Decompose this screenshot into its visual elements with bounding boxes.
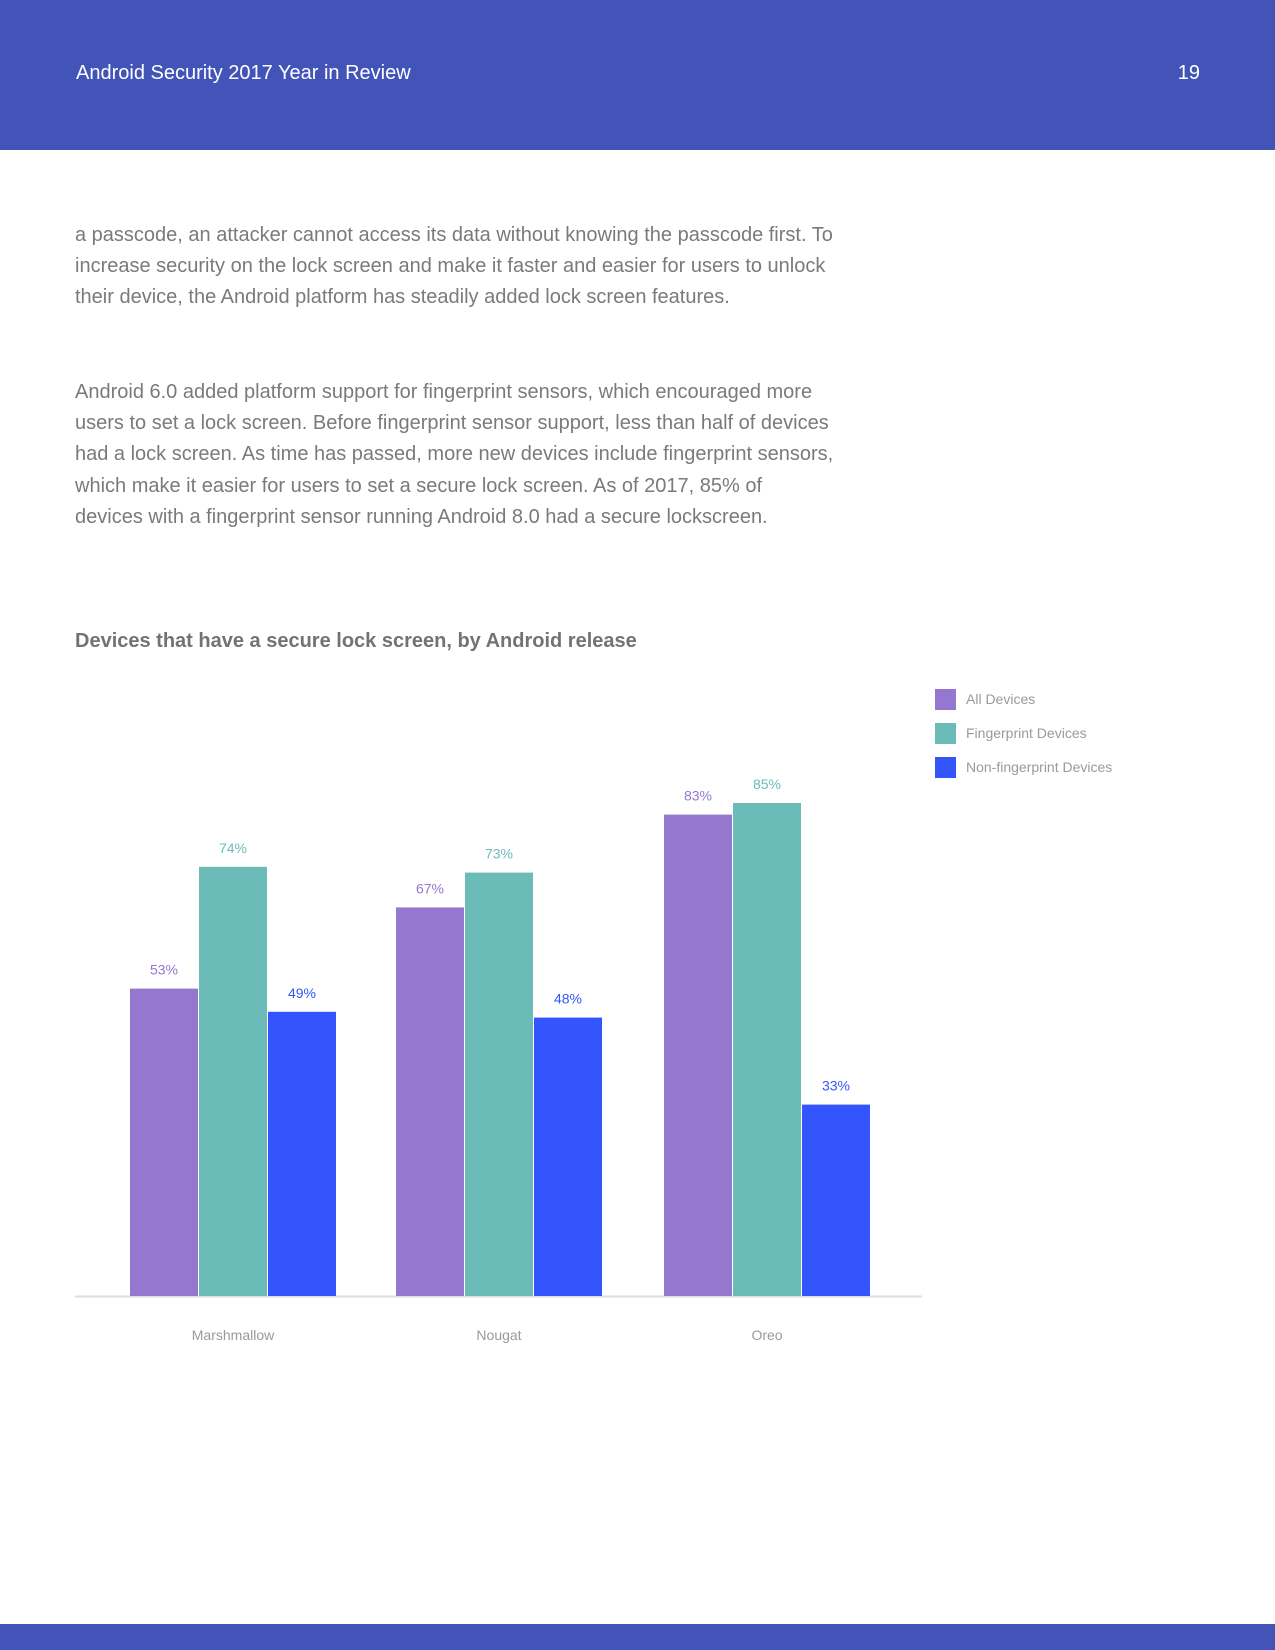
data-label-nougat-non-fingerprint-devices: 48% [553, 990, 583, 1007]
legend-label-non-fingerprint-devices: Non-fingerprint Devices [966, 759, 1113, 775]
bar-nougat-all-devices [396, 907, 464, 1296]
legend-item-non-fingerprint-devices [935, 757, 1112, 791]
bar-oreo-non-fingerprint-devices [802, 1105, 870, 1296]
x-tick-label-marshmallow: Marshmallow [191, 1327, 275, 1343]
data-label-oreo-non-fingerprint-devices: 33% [821, 1077, 851, 1094]
data-label-marshmallow-non-fingerprint-devices: 49% [287, 984, 317, 1001]
bar-nougat-fingerprint-devices [465, 873, 533, 1296]
bar-marshmallow-fingerprint-devices [199, 867, 267, 1296]
data-label-nougat-fingerprint-devices: 73% [484, 845, 514, 862]
bar-oreo-fingerprint-devices [733, 803, 801, 1296]
page-number: 19 [1177, 62, 1200, 84]
body-paragraph-1: a passcode, an attacker cannot access its data without knowing the passcode first. To increase security on the lock screen and make it faster and easier for users to unlock their device, the Android platform has steadily added lock screen features. [75, 224, 833, 309]
legend-label-fingerprint-devices: Fingerprint Devices [966, 725, 1087, 741]
bar-marshmallow-non-fingerprint-devices [268, 1012, 336, 1296]
data-label-marshmallow-fingerprint-devices: 74% [218, 839, 248, 856]
legend-swatch-all-devices [935, 689, 956, 710]
legend-label-all-devices: All Devices [966, 691, 1036, 707]
legend-swatch-non-fingerprint-devices [935, 757, 956, 778]
body-paragraph-2: Android 6.0 added platform support for fingerprint sensors, which encouraged more users to set a lock screen. Before fingerprint sensor support, less than half of devices had a lock screen. As time has passed, more new devices include fingerprint sensors, which make it easier for users to set a secure lock screen. As of 2017, 85% of devices with a fingerprint sensor running Android 8.0 had a secure lockscreen. [75, 381, 834, 528]
data-label-nougat-all-devices: 67% [415, 880, 445, 897]
data-label-marshmallow-all-devices: 53% [149, 961, 179, 978]
x-tick-label-nougat: Nougat [476, 1327, 522, 1343]
legend-item-all-devices [935, 689, 1112, 723]
legend-swatch-fingerprint-devices [935, 723, 956, 744]
x-tick-label-oreo: Oreo [751, 1327, 783, 1343]
bar-oreo-all-devices [664, 815, 732, 1296]
bar-nougat-non-fingerprint-devices [534, 1018, 602, 1296]
chart-legend [935, 689, 1112, 791]
data-label-oreo-all-devices: 83% [683, 787, 713, 804]
chart-title: Devices that have a secure lock screen, by Android release [75, 630, 637, 652]
page-footer-bar [0, 1624, 1275, 1650]
legend-item-fingerprint-devices [935, 723, 1112, 757]
document-title: Android Security 2017 Year in Review [76, 62, 411, 84]
data-label-oreo-fingerprint-devices: 85% [752, 776, 782, 792]
bar-marshmallow-all-devices [130, 989, 198, 1296]
